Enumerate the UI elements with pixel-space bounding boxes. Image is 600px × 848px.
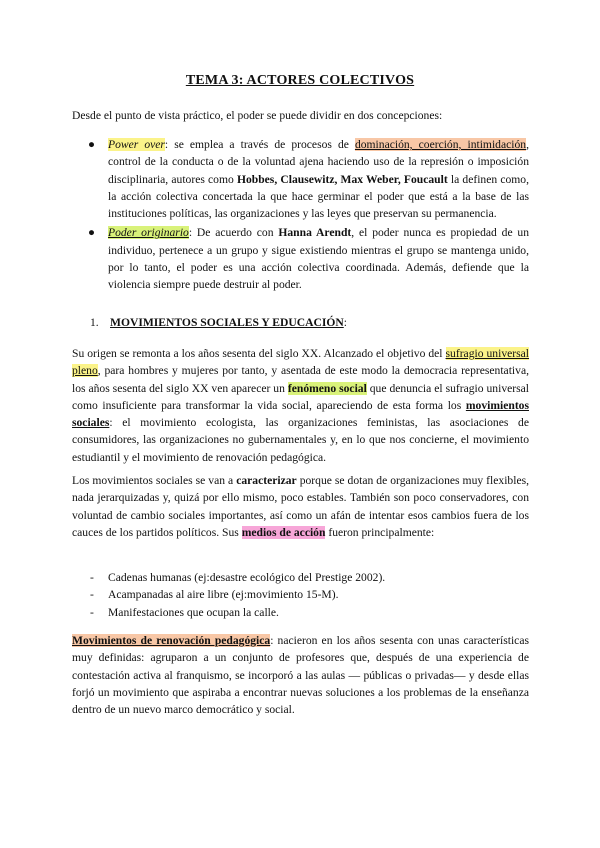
section-title: MOVIMIENTOS SOCIALES Y EDUCACIÓN xyxy=(110,316,344,329)
bullet-icon: ● xyxy=(88,138,96,151)
list-item-poder-originario xyxy=(72,224,529,293)
text: porque se dotan de organizaciones muy flexibles, nada jerarquizadas y, quizá por ello mismo, poco estables. También son poco conservadores, con voluntad de cambio sociales importantes, así como un afán de intentar esos cambios fuera de los cauces de los partidos políticos. Sus xyxy=(72,474,529,539)
list-item xyxy=(90,569,520,586)
text: la definen como, la acción colectiva concertada la que hace germinar el poder que está a la base de las instituciones políticas, las organizaciones y las leyes que preservan su permanencia. xyxy=(108,172,530,221)
authors-bold: Hobbes, Clausewitz, Max Weber, Foucault xyxy=(236,172,448,186)
concepts-list xyxy=(72,136,529,296)
means-list xyxy=(90,569,520,621)
text: , para hombres y mujeres por tanto, y asentada de este modo la democracia representativa, los años sesenta del siglo XX ven aparecer un xyxy=(72,364,529,395)
highlight-renovacion: Movimientos de renovación pedagógica xyxy=(72,634,271,647)
dash-icon: - xyxy=(90,605,94,619)
text: Su origen se remonta a los años sesenta del siglo XX. Alcanzado el objetivo del xyxy=(72,347,446,360)
paragraph-characteristics xyxy=(72,472,529,541)
list-item xyxy=(90,604,520,621)
bold-caracterizar: caracterizar xyxy=(236,474,297,487)
section-suffix: : xyxy=(343,316,347,329)
bullet-icon: ● xyxy=(88,226,96,240)
author-bold: Hanna Arendt xyxy=(278,226,352,240)
text: , control de la conducta o de la voluntad ajena haciendo uso de la represión o imposición disciplinaria, autores como xyxy=(108,138,529,186)
page-title: TEMA 3: ACTORES COLECTIVOS xyxy=(185,73,415,88)
intro-paragraph: Desde el punto de vista práctico, el poder se puede dividir en dos concepciones: xyxy=(72,109,443,122)
text: : se emplea a través de procesos de xyxy=(164,138,355,151)
highlight-medios: medios de acción xyxy=(241,525,326,539)
text: , el poder nunca es propiedad de un individuo, pertenece a un grupo y sigue existiendo mientras el grupo se mantenga unido, por lo tanto, el poder es una acción colectiva coordinada. Además, defiende que la violencia siempre puede destruir al poder. xyxy=(108,226,530,292)
highlight-sufragio: sufragio universal pleno xyxy=(72,347,530,378)
text: fueron principalmente: xyxy=(325,525,435,539)
text: que denuncia el sufragio universal como insuficiente para transformar la vida social, apareciendo de esta forma los xyxy=(72,381,530,412)
paragraph-renovacion xyxy=(72,632,529,718)
section-number: 1. xyxy=(90,316,99,329)
text: : nacieron en los años sesenta con unas características muy definidas: agruparon a un conjunto de profesores que, después de una experiencia de contestación activa al franquismo, se incorporó a las aulas — públicas o privadas— y desde ellas forjó un movimiento que aspiraba a encontrar nuevas soluciones a los problemas de la enseñanza dentro de un nuevo marco democrático y social. xyxy=(72,634,529,717)
list-item xyxy=(90,586,520,603)
term-power-over: Power over xyxy=(108,138,165,151)
dash-icon: - xyxy=(90,571,94,584)
highlight-dominacion: dominación, coerción, intimidación xyxy=(354,138,527,151)
dash-icon: - xyxy=(90,588,94,602)
text: Los movimientos sociales se van a xyxy=(72,474,237,487)
text: : el movimiento ecologista, las organizaciones feministas, las asociaciones de consumidores, las organizaciones no gubernamentales y, en lo que nos concierne, el movimiento estudiantil y el movimiento de renovación pedagógica. xyxy=(72,416,529,464)
list-item-text: Cadenas humanas (ej:desastre ecológico del Prestige 2002). xyxy=(108,571,386,584)
paragraph-origin xyxy=(72,345,529,466)
text: : De acuerdo con xyxy=(188,226,279,240)
term-poder-originario: Poder originario xyxy=(108,226,189,240)
list-item-power-over xyxy=(72,136,529,222)
list-item-text: Acampanadas al aire libre (ej:movimiento 15-M). xyxy=(108,588,339,602)
bold-movimientos-sociales: movimientos sociales xyxy=(72,398,529,430)
section-heading xyxy=(90,314,347,331)
list-item-text: Manifestaciones que ocupan la calle. xyxy=(108,605,279,619)
highlight-fenomeno: fenómeno social xyxy=(287,381,367,395)
